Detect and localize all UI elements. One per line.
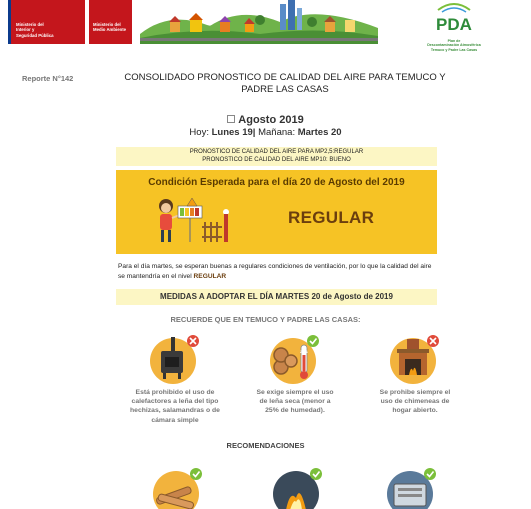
report-title-line: CONSOLIDADO PRONOSTICO DE CALIDAD DEL AIRE PARA TEMUCO Y bbox=[124, 72, 446, 83]
pda-subtitle-line: Temuco y Padre Las Casas bbox=[430, 47, 478, 52]
day-separator: | bbox=[252, 127, 256, 138]
rule-wood-stove bbox=[125, 333, 225, 425]
rule-caption-line: de leña seca (menor a bbox=[259, 398, 331, 406]
firewood-stack-icon bbox=[150, 466, 206, 509]
pda-subtitle bbox=[422, 39, 486, 52]
recommendations-title: RECOMENDACIONES bbox=[226, 441, 305, 450]
pda-subtitle-line: Descontaminación Atmosférica bbox=[427, 43, 481, 48]
dry-wood-icon bbox=[267, 333, 323, 385]
month-year-text: Agosto 2019 bbox=[238, 114, 304, 126]
fireplace-icon bbox=[387, 333, 443, 385]
description bbox=[118, 262, 438, 281]
flag-stripe bbox=[8, 0, 11, 44]
calendar-icon bbox=[227, 115, 235, 123]
logo-text-line: Seguridad Pública bbox=[16, 32, 54, 38]
remember-title: RECUERDE QUE EN TEMUCO Y PADRE LAS CASAS: bbox=[170, 315, 361, 324]
thermometer-label: 25% bbox=[299, 349, 309, 354]
check-badge-icon bbox=[310, 468, 322, 480]
rule-caption-line: hechizas, salamandras o de bbox=[130, 407, 220, 415]
rule-caption-line: Se prohibe siempre el bbox=[379, 389, 451, 396]
forecast-mp10: PRONOSTICO DE CALIDAD DEL AIRE MP10: BUENO bbox=[202, 156, 351, 163]
rec-heater bbox=[384, 466, 440, 509]
today-label: Hoy: bbox=[189, 127, 209, 138]
rule-fireplace bbox=[365, 333, 465, 416]
description-text: Para el día martes, se esperan buenas a regulares condiciones de ventilación, por lo que la calidad del aire se mantendría en el nivel bbox=[118, 263, 432, 280]
condition-title: Condición Esperada para el día 20 de Agosto del 2019 bbox=[148, 177, 405, 188]
report-title bbox=[120, 72, 450, 96]
check-badge-icon bbox=[424, 468, 436, 480]
condition-level: REGULAR bbox=[288, 208, 375, 227]
pda-logo bbox=[422, 0, 486, 50]
report-number: Reporte N°142 bbox=[22, 74, 74, 83]
rule-caption bbox=[245, 388, 345, 416]
heater-icon bbox=[384, 466, 440, 509]
logo-text-line: Ministerio del bbox=[93, 22, 121, 27]
measures-title: MEDIDAS A ADOPTAR EL DÍA MARTES 20 de Agosto de 2019 bbox=[116, 289, 437, 305]
ministry-interior-logo bbox=[8, 0, 85, 44]
rule-caption bbox=[125, 388, 225, 425]
header bbox=[0, 0, 531, 50]
tomorrow-value: Martes 20 bbox=[297, 127, 342, 138]
woman-with-air-quality-sign-icon bbox=[152, 192, 232, 248]
today-value: Lunes 19 bbox=[211, 127, 253, 138]
logo-text-line: Ministerio del bbox=[16, 22, 44, 27]
ministry-environment-logo bbox=[89, 0, 132, 44]
month-year bbox=[0, 114, 531, 126]
ministry-environment-text bbox=[93, 22, 126, 33]
check-badge-icon bbox=[307, 335, 319, 347]
rec-firewood bbox=[150, 466, 206, 509]
pda-logo-text: PDA bbox=[436, 15, 472, 34]
rule-caption-line: hogar abierto. bbox=[392, 407, 438, 415]
wood-stove-icon bbox=[147, 333, 203, 385]
pda-subtitle-line: Plan de bbox=[447, 39, 461, 43]
logo-text-line: Medio Ambiente bbox=[93, 27, 127, 33]
condition-box bbox=[116, 170, 437, 254]
check-badge-icon bbox=[190, 468, 202, 480]
rule-caption-line: calefactores a leña del tipo bbox=[131, 398, 219, 406]
rule-dry-wood bbox=[245, 333, 345, 416]
logo-text-line: Interior y bbox=[16, 27, 35, 33]
report-title-line: PADRE LAS CASAS bbox=[241, 84, 329, 95]
rule-caption-line: Se exige siempre el uso bbox=[256, 389, 334, 396]
day-line bbox=[0, 127, 531, 138]
rule-caption bbox=[365, 388, 465, 416]
city-banner-illustration bbox=[140, 0, 378, 44]
rule-caption-line: uso de chimeneas de bbox=[380, 398, 450, 406]
description-level: REGULAR bbox=[193, 272, 227, 280]
pda-emblem-icon bbox=[422, 0, 486, 34]
ministry-interior-text bbox=[16, 22, 54, 38]
rule-caption-line: 25% de humedad). bbox=[265, 407, 325, 415]
fire-icon bbox=[270, 466, 326, 509]
forecast-mp25: PRONOSTICO DE CALIDAD DEL AIRE PARA MP2,5:REGULAR bbox=[189, 149, 364, 155]
rule-caption-line: cámara simple bbox=[151, 416, 199, 424]
forecast-box bbox=[116, 147, 437, 166]
rule-caption-line: Está prohibido el uso de bbox=[135, 389, 215, 396]
rec-fire bbox=[270, 466, 326, 509]
tomorrow-label: Mañana: bbox=[258, 127, 296, 138]
